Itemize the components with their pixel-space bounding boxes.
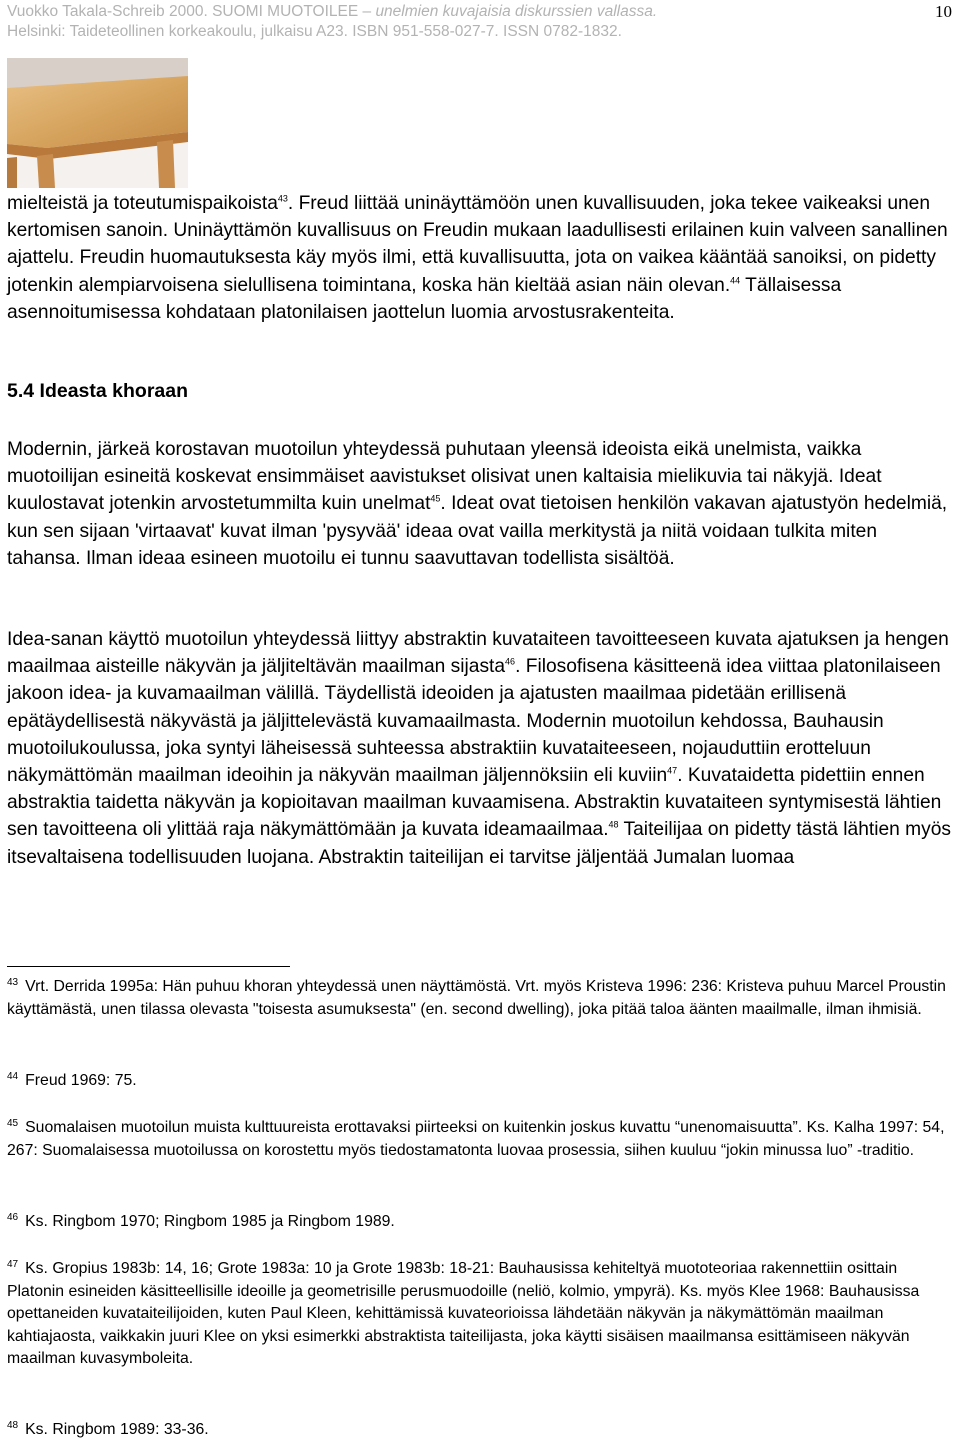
paragraph-dreams: mielteistä ja toteutumispaikoista$^{43}$. Freud liittää uninäyttämöön unen kuvallisuuden, joka tekee vaikeaksi unen kertomisen sanoin. Uninäyttämön kuvallisuus on Freudin mukaan laadullisesti erilainen kuin valveen sanallinen ajattelu. Freudin huomautuksesta käy myös ilmi, että kuvallisuutta, jota on vaikea kääntää sanoiksi, on pidetty jotenkin alempiarvoisena sielullisena toimintana, koska hän kieltää asian näin olevan.$^{44}$ Tällaisessa asennoitumisessa kohdataan platonilaisen jaottelun luomia arvostusrakenteita. xyxy=(7,193,948,323)
footnote-ref-43: 43 xyxy=(277,193,288,204)
chair-seat-icon xyxy=(7,58,188,188)
footnote-46: $^{46}$ Ks. Ringbom 1970; Ringbom 1985 ja Ringbom 1989. xyxy=(7,1211,395,1230)
footnote-ref-46: 46 xyxy=(505,656,516,667)
section-heading: 5.4 Ideasta khoraan xyxy=(7,380,189,402)
header-line-2: Helsinki: Taideteollinen korkeakoulu, julkaisu A23. ISBN 951-558-027-7. ISSN 0782-1832. xyxy=(7,23,622,40)
paragraph-idea-word: Idea-sanan käyttö muotoilun yhteydessä liittyy abstraktin kuvataiteen tavoitteeseen kuvata ajatuksen ja hengen maailmaa aisteille näkyvän ja jäljiteltävän maailman sijasta$^{46}$. Filosofisena käsitteenä idea viittaa platonilaiseen jakoon idea- ja kuvamaailman välillä. Täydellistä ideoiden ja ajatusten maailmaa pidetään erillisenä epätäydellisestä näkyvästä ja jäljittelevästä kuvamaailmasta. Modernin muotoilun kehdossa, Bauhausin muotoilukoulussa, joka syntyi läheisessä suhteessa abstraktiin kuvataiteeseen, nojauduttiin erotteluun näkymättömän maailman ideoihin ja näkyvän maailman jäljennöksiin eli kuviin$^{47}$. Kuvataidetta pidettiin ennen abstraktia taidetta näkyvän ja kopioitavan maailman kuvaamisena. Abstraktin kuvataiteen syntymisestä lähtien sen tavoitteena oli ylittää raja näkymättömään ja kuvata ideamaailmaa.$^{48}$ Taiteilijaa on pidetty tästä lähtien myös itsevaltaisena todellisuuden luojana. Abstraktin taiteilijan ei tarvitse jäljentää Jumalan luomaa xyxy=(7,629,951,868)
footnote-ref-44: 44 xyxy=(730,275,741,286)
footnote-ref-47: 47 xyxy=(667,765,678,776)
footnote-47: $^{47}$ Ks. Gropius 1983b: 14, 16; Grote 1983a: 10 ja Grote 1983b: 18-21: Bauhausissa kehiteltyä muototeoriaa rakennettiin osittain Platonin esineiden käsitteellisille ideoille ja geometrisille perusmuodoille (neliö, kolmio, ympyrä). Ks. myös Klee 1968: Bauhausissa opettaneiden kuvataiteilijoiden, kuten Paul Kleen, kehittämissä kuvateorioissa lähdetään näkyvän ja näkymättömän maailman kahtiajaosta, vaikkakin juuri Klee on yksi esimerkki abstraktista taiteilijasta, joka käytti sisäisen maailmansa esittämiseen näkyvän maailman kuvasymboleita. xyxy=(7,1258,920,1367)
running-header xyxy=(7,2,657,42)
footnote-43: $^{43}$ Vrt. Derrida 1995a: Hän puhuu khoran yhteydessä unen näyttämöstä. Vrt. myös Kristeva 1996: 236: Kristeva puhuu Marcel Proustin käyttämästä, unen tilassa olevasta "toisesta asumuksesta" (en. second dwelling), joka pitää taloa äänten maailmalle, ilman ihmisiä. xyxy=(7,976,946,1018)
footnote-divider xyxy=(7,966,290,967)
paragraph-ideas: Modernin, järkeä korostavan muotoilun yhteydessä puhutaan yleensä ideoista eikä unelmista, vaikka muotoilijan esineitä koskevat ensimmäiset aavistukset olisivat unen kaltaisia mielikuvia tai näkyjä. Ideat kuulostavat jotenkin arvostetummilta kuin unelmat$^{45}$. Ideat ovat tietoisen henkilön vakavan ajatustyön hedelmiä, kun sen sijaan 'virtaavat' kuvat ilman 'pysyvää' ideaa ovat vailla merkitystä ja niitä voidaan tulkita miten tahansa. Ilman ideaa esineen muotoilu ei tunnu saavuttavan todellista sisältöä. xyxy=(7,439,948,569)
header-line-1: Vuokko Takala-Schreib 2000. SUOMI MUOTOILEE – unelmien kuvajaisia diskurssien vallassa. xyxy=(7,3,658,20)
footnote-ref-48: 48 xyxy=(608,820,619,831)
footnote-48: $^{48}$ Ks. Ringbom 1989: 33-36. xyxy=(7,1419,209,1438)
footnote-45: $^{45}$ Suomalaisen muotoilun muista kulttuureista erottavaksi piirteeksi on kuitenkin joskus kuvattu “unenomaisuutta”. Ks. Kalha 1997: 54, 267: Suomalaisessa muotoilussa on korostettu myös tiedostamatonta luovaa prosessia, siihen kuuluu “jokin minussa luo” -traditio. xyxy=(7,1117,945,1159)
footnote-44: $^{44}$ Freud 1969: 75. xyxy=(7,1070,137,1089)
footnote-ref-45: 45 xyxy=(430,494,441,505)
page-number: 10 xyxy=(935,2,952,21)
chair-seat-photo xyxy=(7,58,188,188)
